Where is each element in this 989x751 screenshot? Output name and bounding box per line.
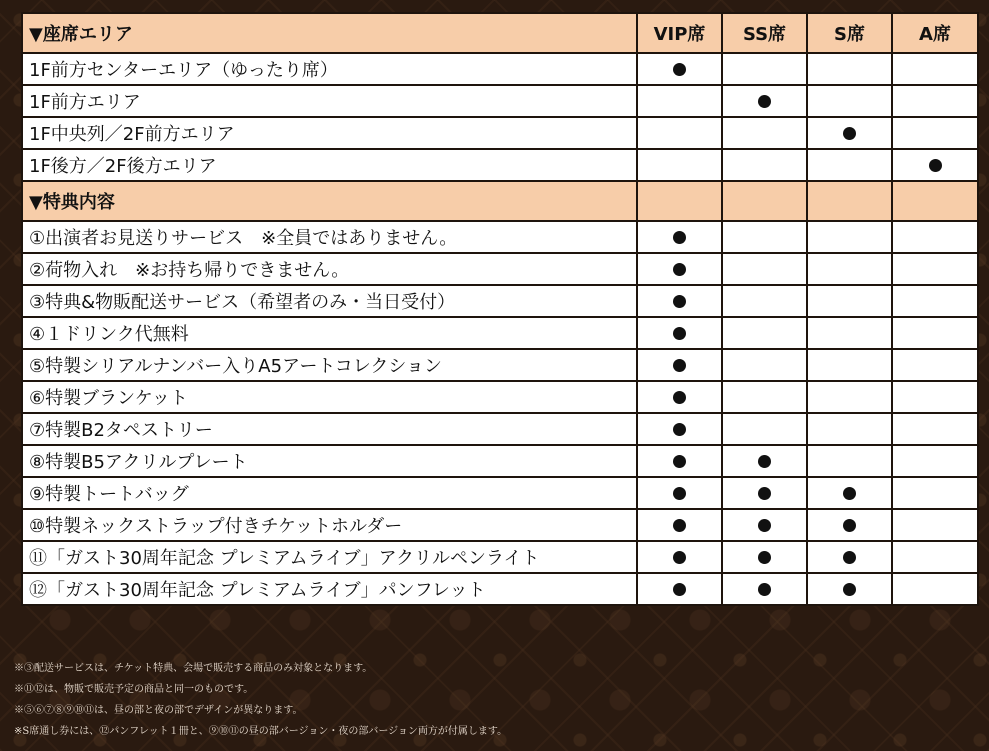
included-dot-icon <box>843 519 856 532</box>
tier-cell <box>892 445 978 477</box>
row-label: ①出演者お見送りサービス ※全員ではありません。 <box>22 221 637 253</box>
tier-cell <box>892 253 978 285</box>
included-dot-icon <box>673 519 686 532</box>
table-row <box>22 317 978 349</box>
tier-cell <box>892 317 978 349</box>
section-header-row <box>22 13 978 53</box>
row-label: ⑤特製シリアルナンバー入りA5アートコレクション <box>22 349 637 381</box>
included-dot-icon <box>758 519 771 532</box>
tier-cell <box>892 85 978 117</box>
table-row <box>22 541 978 573</box>
tier-cell <box>637 53 722 85</box>
tier-cell <box>637 413 722 445</box>
included-dot-icon <box>673 487 686 500</box>
table-body <box>22 13 978 605</box>
tier-cell <box>892 53 978 85</box>
row-label: ⑩特製ネックストラップ付きチケットホルダー <box>22 509 637 541</box>
table-row <box>22 445 978 477</box>
tier-cell <box>637 285 722 317</box>
tier-cell <box>807 349 892 381</box>
included-dot-icon <box>673 295 686 308</box>
tier-cell <box>807 541 892 573</box>
tier-cell <box>807 477 892 509</box>
included-dot-icon <box>758 95 771 108</box>
tier-cell <box>637 477 722 509</box>
tier-cell <box>807 381 892 413</box>
tier-cell <box>722 149 807 181</box>
tier-cell <box>722 53 807 85</box>
tier-cell <box>637 381 722 413</box>
row-label: ④１ドリンク代無料 <box>22 317 637 349</box>
table-row <box>22 221 978 253</box>
tier-cell <box>892 349 978 381</box>
row-label: ⑪「ガスト30周年記念 プレミアムライブ」アクリルペンライト <box>22 541 637 573</box>
tier-cell <box>892 509 978 541</box>
tier-cell <box>807 445 892 477</box>
tier-cell <box>892 285 978 317</box>
tier-cell <box>637 85 722 117</box>
table-row <box>22 117 978 149</box>
included-dot-icon <box>673 423 686 436</box>
row-label: ⑦特製B2タペストリー <box>22 413 637 445</box>
row-label: ⑥特製ブランケット <box>22 381 637 413</box>
tier-cell <box>807 509 892 541</box>
tier-cell <box>722 445 807 477</box>
row-label: ⑧特製B5アクリルプレート <box>22 445 637 477</box>
included-dot-icon <box>673 551 686 564</box>
tier-cell <box>722 541 807 573</box>
included-dot-icon <box>929 159 942 172</box>
tier-cell <box>892 477 978 509</box>
tier-cell <box>722 573 807 605</box>
included-dot-icon <box>673 455 686 468</box>
included-dot-icon <box>843 127 856 140</box>
included-dot-icon <box>843 583 856 596</box>
row-label: 1F中央列／2F前方エリア <box>22 117 637 149</box>
tier-cell <box>892 149 978 181</box>
tier-cell <box>637 253 722 285</box>
tier-cell <box>637 221 722 253</box>
row-label: 1F後方／2F後方エリア <box>22 149 637 181</box>
table-row <box>22 149 978 181</box>
row-label: ③特典&物販配送サービス（希望者のみ・当日受付） <box>22 285 637 317</box>
footnote-3: ※⑤⑥⑦⑧⑨⑩⑪は、昼の部と夜の部でデザインが異なります。 <box>14 705 303 716</box>
row-label: ⑫「ガスト30周年記念 プレミアムライブ」パンフレット <box>22 573 637 605</box>
included-dot-icon <box>673 327 686 340</box>
tier-cell <box>807 253 892 285</box>
tier-cell <box>807 221 892 253</box>
tier-cell <box>637 349 722 381</box>
tier-header: S席 <box>807 13 892 53</box>
table-row <box>22 477 978 509</box>
tier-cell <box>892 117 978 149</box>
tier-cell <box>807 149 892 181</box>
tier-cell <box>722 509 807 541</box>
included-dot-icon <box>673 231 686 244</box>
tier-cell <box>722 253 807 285</box>
tier-cell <box>807 53 892 85</box>
tier-cell <box>637 317 722 349</box>
tier-cell <box>722 477 807 509</box>
included-dot-icon <box>758 583 771 596</box>
tier-header: VIP席 <box>637 13 722 53</box>
section-header-spacer <box>722 181 807 221</box>
included-dot-icon <box>758 487 771 500</box>
row-label: 1F前方エリア <box>22 85 637 117</box>
table-row <box>22 573 978 605</box>
tier-cell <box>637 509 722 541</box>
included-dot-icon <box>843 551 856 564</box>
included-dot-icon <box>673 359 686 372</box>
row-label: ②荷物入れ ※お持ち帰りできません。 <box>22 253 637 285</box>
section-header-spacer <box>637 181 722 221</box>
tier-cell <box>722 413 807 445</box>
tier-cell <box>807 117 892 149</box>
tier-cell <box>637 117 722 149</box>
tier-cell <box>807 413 892 445</box>
tier-cell <box>892 413 978 445</box>
tier-cell <box>807 573 892 605</box>
tier-cell <box>722 221 807 253</box>
tier-cell <box>637 445 722 477</box>
tier-cell <box>722 117 807 149</box>
table-row <box>22 285 978 317</box>
table-row <box>22 85 978 117</box>
tier-cell <box>807 285 892 317</box>
table-row <box>22 381 978 413</box>
seat-benefit-table <box>21 12 979 606</box>
footnote-2: ※⑪⑫は、物販で販売予定の商品と同一のものです。 <box>14 684 254 695</box>
included-dot-icon <box>758 455 771 468</box>
row-label: ⑨特製トートバッグ <box>22 477 637 509</box>
included-dot-icon <box>673 263 686 276</box>
tier-cell <box>722 381 807 413</box>
included-dot-icon <box>673 583 686 596</box>
table-row <box>22 53 978 85</box>
included-dot-icon <box>758 551 771 564</box>
tier-cell <box>892 573 978 605</box>
tier-cell <box>722 285 807 317</box>
tier-cell <box>892 221 978 253</box>
included-dot-icon <box>673 63 686 76</box>
section-title: ▼座席エリア <box>22 13 637 53</box>
table-row <box>22 413 978 445</box>
section-header-spacer <box>892 181 978 221</box>
tier-header: A席 <box>892 13 978 53</box>
included-dot-icon <box>673 391 686 404</box>
table-row <box>22 509 978 541</box>
section-title: ▼特典内容 <box>22 181 637 221</box>
footnote-1: ※③配送サービスは、チケット特典、会場で販売する商品のみ対象となります。 <box>14 663 373 674</box>
tier-cell <box>637 573 722 605</box>
tier-cell <box>807 85 892 117</box>
tier-cell <box>722 317 807 349</box>
tier-cell <box>807 317 892 349</box>
included-dot-icon <box>843 487 856 500</box>
tier-cell <box>722 85 807 117</box>
tier-cell <box>892 541 978 573</box>
tier-cell <box>722 349 807 381</box>
tier-cell <box>637 149 722 181</box>
footnotes <box>14 658 507 742</box>
section-header-row <box>22 181 978 221</box>
footnote-4: ※S席通し券には、⑫パンフレット１冊と、⑨⑩⑪の昼の部バージョン・夜の部バージョン両方が付属します。 <box>14 726 508 737</box>
row-label: 1F前方センターエリア（ゆったり席） <box>22 53 637 85</box>
tier-header: SS席 <box>722 13 807 53</box>
tier-cell <box>637 541 722 573</box>
section-header-spacer <box>807 181 892 221</box>
tier-cell <box>892 381 978 413</box>
table-row <box>22 349 978 381</box>
table-row <box>22 253 978 285</box>
